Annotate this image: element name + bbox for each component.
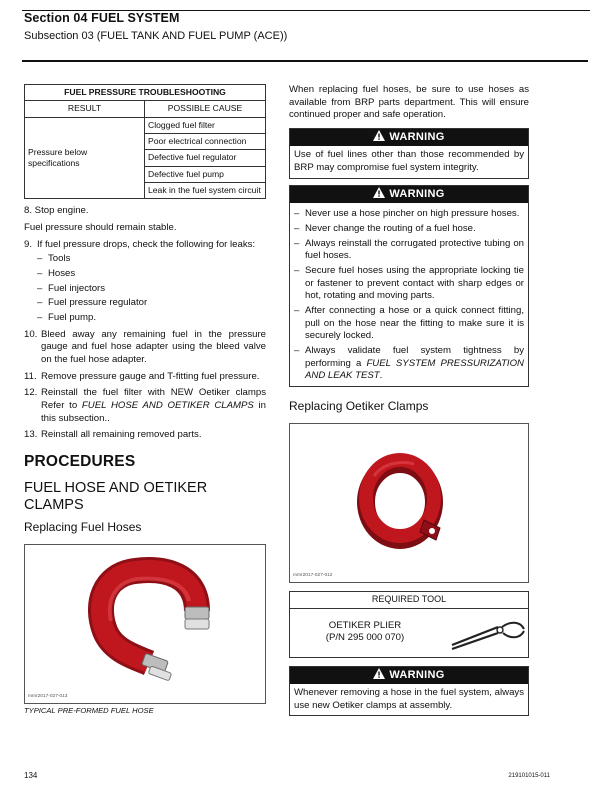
result-cell: Pressure below specifications <box>25 117 145 199</box>
cross-reference-link[interactable]: FUEL SYSTEM PRESSURIZATION AND LEAK TEST <box>305 357 524 382</box>
warning-box-2 <box>289 185 529 387</box>
step-number: 13. <box>24 429 38 441</box>
troubleshooting-table <box>24 84 266 199</box>
tool-body <box>290 609 528 657</box>
replacing-hoses-heading: Replacing Fuel Hoses <box>24 519 142 534</box>
subsection-title: Subsection 03 (FUEL TANK AND FUEL PUMP (ACE)) <box>24 29 288 42</box>
step-13 <box>24 429 266 442</box>
page-header <box>24 10 590 43</box>
right-column <box>289 84 529 716</box>
list-item: – Secure fuel hoses using the appropriate locking tie or fastener to prevent contact with sharp edges or hot, rotating and moving parts. <box>294 265 524 303</box>
step-number: 10. <box>24 328 38 340</box>
cause-cell: Leak in the fuel system circuit <box>145 183 266 199</box>
tool-name: OETIKER PLIER <box>328 619 402 631</box>
warning-body <box>290 203 528 386</box>
list-item <box>294 345 524 383</box>
warning-body: Whenever removing a hose in the fuel system, always use new Oetiker clamps at assembly. <box>294 687 524 711</box>
step-number: 9. <box>24 238 33 250</box>
new-emphasis: NEW <box>170 387 194 399</box>
step-8: 8. Stop engine. <box>24 205 89 217</box>
plier-icon <box>450 615 526 653</box>
list-item: – Tools <box>37 253 266 266</box>
section-title: Section 04 FUEL SYSTEM <box>24 11 180 25</box>
step-text: Remove pressure gauge and T-fitting fuel pressure. <box>41 370 260 382</box>
warning-box-1 <box>289 128 529 179</box>
tool-text <box>320 620 410 645</box>
step-text: Reinstall the fuel filter with <box>41 387 171 399</box>
cause-cell: Defective fuel regulator <box>145 150 266 166</box>
warning-label: WARNING <box>389 668 445 681</box>
cross-reference-link[interactable]: FUEL HOSE AND OETIKER CLAMPS <box>81 399 254 411</box>
figure-caption: TYPICAL PRE-FORMED FUEL HOSE <box>24 705 154 715</box>
procedures-heading: PROCEDURES <box>24 452 136 470</box>
step-12 <box>24 387 266 425</box>
tool-header: REQUIRED TOOL <box>290 592 528 609</box>
figure-code: mmr2017-027-012 <box>293 573 333 579</box>
warning-header <box>290 667 528 685</box>
step-text: If fuel pressure drops, check the following for leaks: <box>37 238 256 250</box>
stable-note: Fuel pressure should remain stable. <box>24 222 177 234</box>
clamps-heading: Replacing Oetiker Clamps <box>289 398 429 413</box>
warning-triangle-icon <box>373 187 385 198</box>
list-item: – Always reinstall the corrugated protective tubing on fuel hoses. <box>294 238 524 263</box>
item-text: . <box>379 370 383 382</box>
step-text: Reinstall all remaining removed parts. <box>41 429 202 441</box>
oetiker-clamp-illustration <box>290 424 528 582</box>
oetiker-clamp-figure <box>289 423 529 583</box>
document-code: 219101015-011 <box>508 773 550 779</box>
fuel-hose-figure <box>24 544 266 704</box>
left-column <box>24 84 266 716</box>
step-11 <box>24 371 266 384</box>
figure-code: mmr2017-027-013 <box>28 694 68 700</box>
required-tool-box <box>289 591 529 658</box>
step-10 <box>24 329 266 367</box>
list-item: – Fuel injectors <box>37 283 266 296</box>
header-rule <box>22 60 588 62</box>
list-item: – Never change the routing of a fuel hose. <box>294 223 524 236</box>
warning-triangle-icon <box>373 668 385 679</box>
step-9 <box>24 239 266 325</box>
step-text: Oetiker clamps Refer to <box>41 387 266 411</box>
warning-triangle-icon <box>373 130 385 141</box>
step-text: Bleed away any remaining fuel in the pressure gauge and fuel hose adapter using the bleed valve on the fuel hose adapter. <box>41 328 266 365</box>
list-item: – Never use a hose pincher on high pressure hoses. <box>294 208 524 221</box>
warning-body: Use of fuel lines other than those recommended by BRP may compromise fuel system integrity. <box>294 149 524 174</box>
cause-cell: Defective fuel pump <box>145 166 266 182</box>
page-number: 134 <box>24 771 38 780</box>
warning-label: WARNING <box>389 187 445 200</box>
tool-part-number: (P/N 295 000 070) <box>325 632 405 644</box>
list-item: – After connecting a hose or a quick connect fitting, pull on the hose near the fitting to make sure it is securely locked. <box>294 305 524 343</box>
col-cause: POSSIBLE CAUSE <box>145 101 266 117</box>
list-item: – Fuel pressure regulator <box>37 297 266 310</box>
intro-paragraph: When replacing fuel hoses, be sure to use hoses as available from BRP parts department. This will ensure continued proper and safe operation. <box>289 84 529 121</box>
table-title: FUEL PRESSURE TROUBLESHOOTING <box>25 85 266 101</box>
step-text: in this subsection.. <box>41 399 266 424</box>
list-item: – Fuel pump. <box>37 312 266 325</box>
fuel-hose-heading: FUEL HOSE AND OETIKER CLAMPS <box>24 480 208 513</box>
step-number: 12. <box>24 387 38 399</box>
list-item: – Hoses <box>37 268 266 281</box>
item-text: Always validate fuel system tightness by performing a <box>305 344 524 369</box>
cause-cell: Clogged fuel filter <box>145 117 266 133</box>
warning-header <box>290 129 528 147</box>
col-result: RESULT <box>25 101 145 117</box>
step-number: 11. <box>24 370 37 382</box>
warning-header <box>290 186 528 204</box>
cause-cell: Poor electrical connection <box>145 134 266 150</box>
warning-box-3 <box>289 666 529 717</box>
fuel-hose-illustration <box>25 545 265 703</box>
warning-label: WARNING <box>389 130 445 143</box>
